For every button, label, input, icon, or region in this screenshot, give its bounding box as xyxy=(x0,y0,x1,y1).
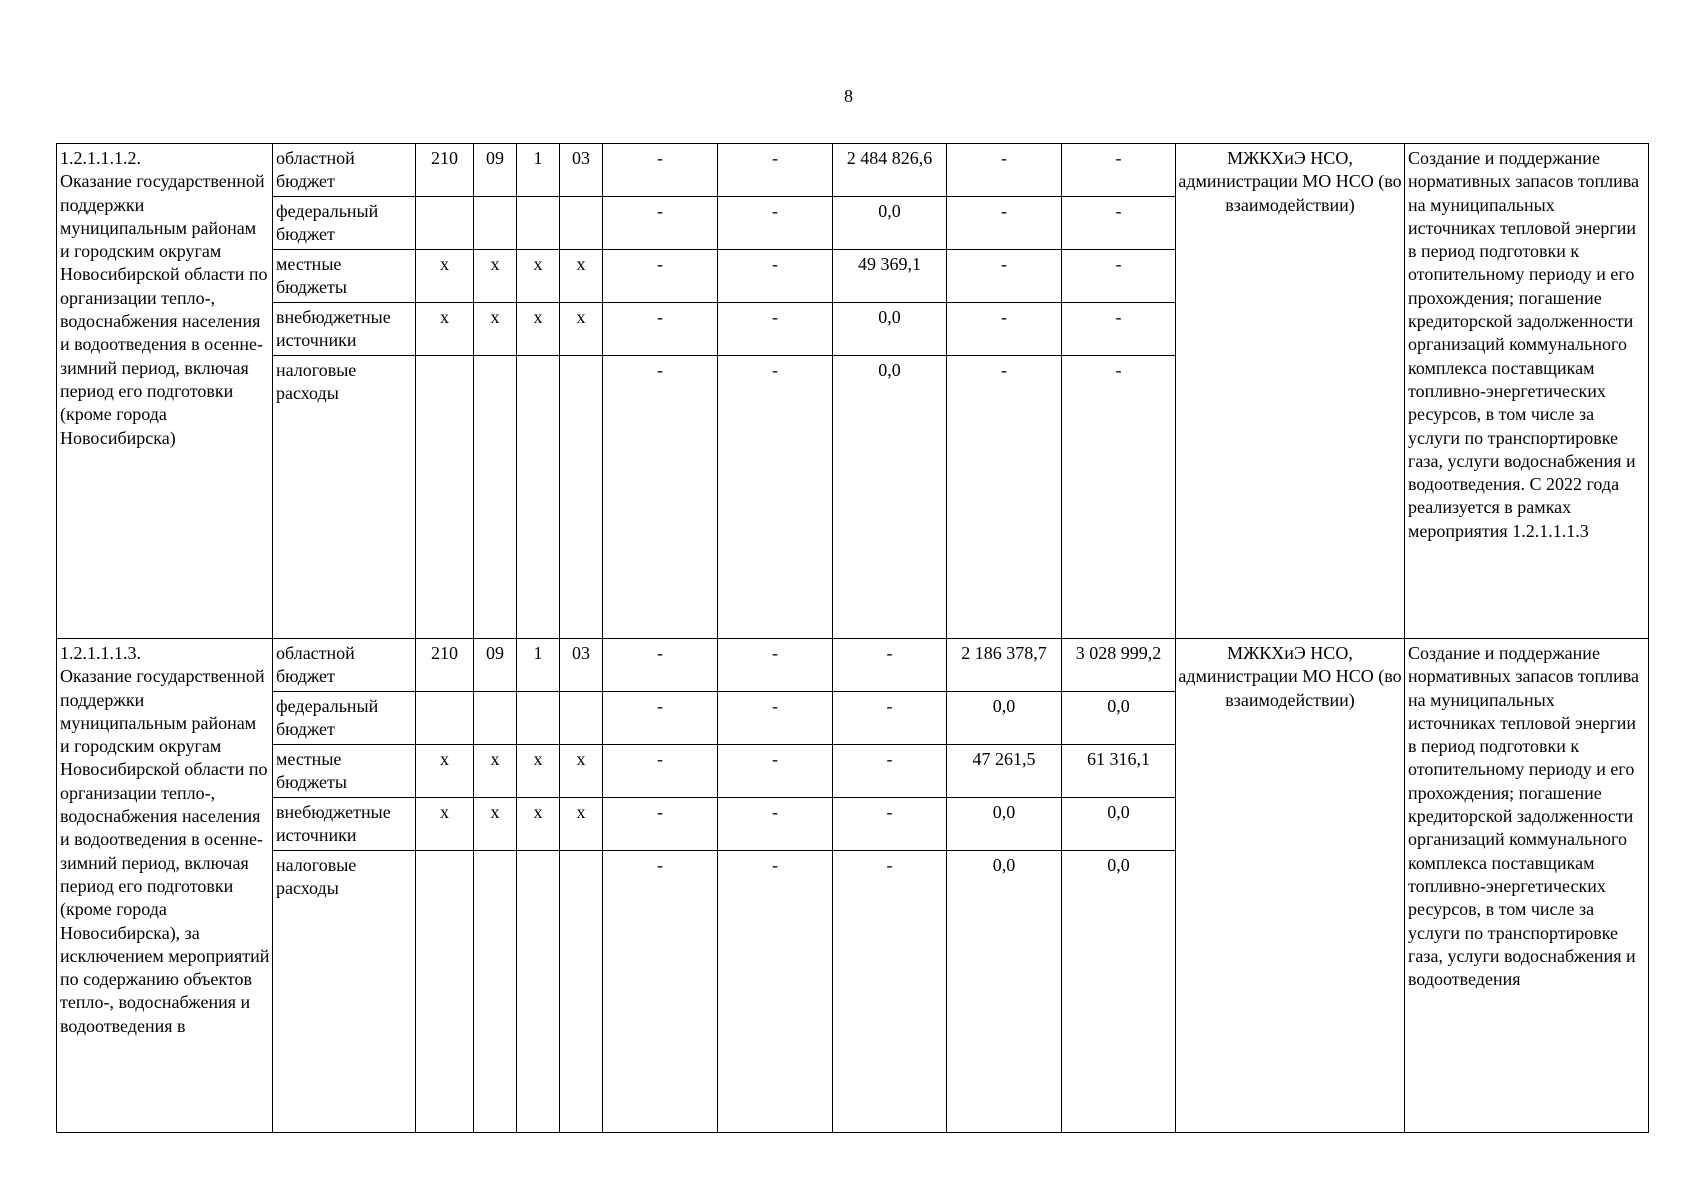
code-cell: х xyxy=(517,250,560,303)
value-cell: - xyxy=(833,692,947,745)
code-cell xyxy=(517,356,560,639)
value-cell: - xyxy=(603,798,718,851)
code-cell: х xyxy=(560,745,603,798)
value-cell: 0,0 xyxy=(833,356,947,639)
page-number: 8 xyxy=(844,86,853,106)
funding-source: областной бюджет xyxy=(273,639,416,692)
funding-source: налоговые расходы xyxy=(273,356,416,639)
value-cell: - xyxy=(947,303,1062,356)
code-cell: 03 xyxy=(560,144,603,197)
value-cell: - xyxy=(833,851,947,1133)
code-cell xyxy=(474,692,517,745)
funding-source: местные бюджеты xyxy=(273,745,416,798)
code-cell: х xyxy=(560,798,603,851)
code-cell: 03 xyxy=(560,639,603,692)
value-cell: 0,0 xyxy=(1062,692,1176,745)
code-cell xyxy=(416,356,474,639)
table-row xyxy=(57,639,1649,692)
value-cell: - xyxy=(718,851,833,1133)
value-cell: - xyxy=(833,745,947,798)
value-cell: - xyxy=(1062,144,1176,197)
table-row xyxy=(57,144,1649,197)
code-cell xyxy=(474,356,517,639)
code-cell xyxy=(560,851,603,1133)
code-cell xyxy=(474,197,517,250)
funding-source: федеральный бюджет xyxy=(273,197,416,250)
measure-id: 1.2.1.1.1.3. xyxy=(60,643,141,663)
value-cell: - xyxy=(718,692,833,745)
value-cell: 47 261,5 xyxy=(947,745,1062,798)
value-cell: - xyxy=(603,745,718,798)
value-cell: 0,0 xyxy=(1062,851,1176,1133)
value-cell: 3 028 999,2 xyxy=(1062,639,1176,692)
value-cell: - xyxy=(603,144,718,197)
executor-cell: МЖКХиЭ НСО, администрации МО НСО (во взаимодействии) xyxy=(1176,144,1405,639)
value-cell: 0,0 xyxy=(833,197,947,250)
code-cell: х xyxy=(474,745,517,798)
value-cell: - xyxy=(1062,250,1176,303)
code-cell: 210 xyxy=(416,144,474,197)
code-cell: х xyxy=(560,250,603,303)
value-cell: - xyxy=(603,356,718,639)
funding-source: федеральный бюджет xyxy=(273,692,416,745)
code-cell: х xyxy=(517,798,560,851)
value-cell: 2 484 826,6 xyxy=(833,144,947,197)
value-cell: - xyxy=(833,798,947,851)
code-cell: х xyxy=(517,303,560,356)
code-cell: х xyxy=(416,745,474,798)
code-cell xyxy=(517,851,560,1133)
code-cell: 09 xyxy=(474,144,517,197)
value-cell: 0,0 xyxy=(947,851,1062,1133)
value-cell: - xyxy=(718,197,833,250)
value-cell: 0,0 xyxy=(947,692,1062,745)
funding-source: местные бюджеты xyxy=(273,250,416,303)
measure-id: 1.2.1.1.1.2. xyxy=(60,148,141,168)
code-cell: х xyxy=(560,303,603,356)
value-cell: - xyxy=(947,197,1062,250)
result-cell: Создание и поддержание нормативных запасов топлива на муниципальных источниках тепловой энергии в период подготовки к отопительному периоду и его прохождения; погашение кредиторской задолженности организаций коммунального комплекса поставщикам топливно-энергетических ресурсов, в том числе за услуги по транспортировке газа, услуги водоснабжения и водоотведения. С 2022 года реализуется в рамках мероприятия 1.2.1.1.1.3 xyxy=(1405,144,1649,639)
code-cell: х xyxy=(416,303,474,356)
code-cell: х xyxy=(416,250,474,303)
value-cell: 0,0 xyxy=(1062,798,1176,851)
code-cell: х xyxy=(517,745,560,798)
value-cell: - xyxy=(833,639,947,692)
value-cell: 0,0 xyxy=(947,798,1062,851)
value-cell: - xyxy=(947,144,1062,197)
measure-cell xyxy=(57,144,273,639)
value-cell: - xyxy=(718,356,833,639)
code-cell: х xyxy=(474,798,517,851)
value-cell: - xyxy=(603,197,718,250)
value-cell: - xyxy=(718,303,833,356)
value-cell: - xyxy=(718,250,833,303)
code-cell xyxy=(517,197,560,250)
value-cell: - xyxy=(947,250,1062,303)
value-cell: - xyxy=(1062,303,1176,356)
code-cell xyxy=(416,692,474,745)
measure-title: Оказание государственной поддержки муниципальным районам и городским округам Новосибирской области по организации тепло-, водоснабжения населения и водоотведения в осенне-зимний период, включая период его подготовки (кроме города Новосибирска), за исключением мероприятий по содержанию объектов тепло-, водоснабжения и водоотведения в xyxy=(60,666,270,1036)
code-cell: х xyxy=(474,250,517,303)
funding-source: налоговые расходы xyxy=(273,851,416,1133)
code-cell xyxy=(560,356,603,639)
value-cell: - xyxy=(1062,356,1176,639)
funding-table xyxy=(56,143,1649,1133)
funding-source: внебюджетные источники xyxy=(273,303,416,356)
funding-source: областной бюджет xyxy=(273,144,416,197)
code-cell xyxy=(474,851,517,1133)
code-cell: 210 xyxy=(416,639,474,692)
value-cell: - xyxy=(603,250,718,303)
executor-cell: МЖКХиЭ НСО, администрации МО НСО (во взаимодействии) xyxy=(1176,639,1405,1133)
value-cell: - xyxy=(718,745,833,798)
value-cell: - xyxy=(603,851,718,1133)
value-cell: - xyxy=(1062,197,1176,250)
value-cell: 2 186 378,7 xyxy=(947,639,1062,692)
value-cell: - xyxy=(603,639,718,692)
value-cell: 49 369,1 xyxy=(833,250,947,303)
code-cell: х xyxy=(474,303,517,356)
result-cell: Создание и поддержание нормативных запасов топлива на муниципальных источниках тепловой энергии в период подготовки к отопительному периоду и его прохождения; погашение кредиторской задолженности организаций коммунального комплекса поставщикам топливно-энергетических ресурсов, в том числе за услуги по транспортировке газа, услуги водоснабжения и водоотведения xyxy=(1405,639,1649,1133)
funding-source: внебюджетные источники xyxy=(273,798,416,851)
value-cell: 0,0 xyxy=(833,303,947,356)
code-cell xyxy=(560,692,603,745)
code-cell: 1 xyxy=(517,639,560,692)
value-cell: - xyxy=(603,692,718,745)
value-cell: - xyxy=(947,356,1062,639)
code-cell xyxy=(517,692,560,745)
code-cell: 09 xyxy=(474,639,517,692)
measure-title: Оказание государственной поддержки муниципальным районам и городским округам Новосибирской области по организации тепло-, водоснабжения населения и водоотведения в осенне-зимний период, включая период его подготовки (кроме города Новосибирска) xyxy=(60,171,268,448)
measure-cell xyxy=(57,639,273,1133)
value-cell: - xyxy=(718,144,833,197)
code-cell: х xyxy=(416,798,474,851)
code-cell: 1 xyxy=(517,144,560,197)
code-cell xyxy=(560,197,603,250)
value-cell: - xyxy=(718,798,833,851)
value-cell: 61 316,1 xyxy=(1062,745,1176,798)
code-cell xyxy=(416,851,474,1133)
value-cell: - xyxy=(603,303,718,356)
code-cell xyxy=(416,197,474,250)
value-cell: - xyxy=(718,639,833,692)
